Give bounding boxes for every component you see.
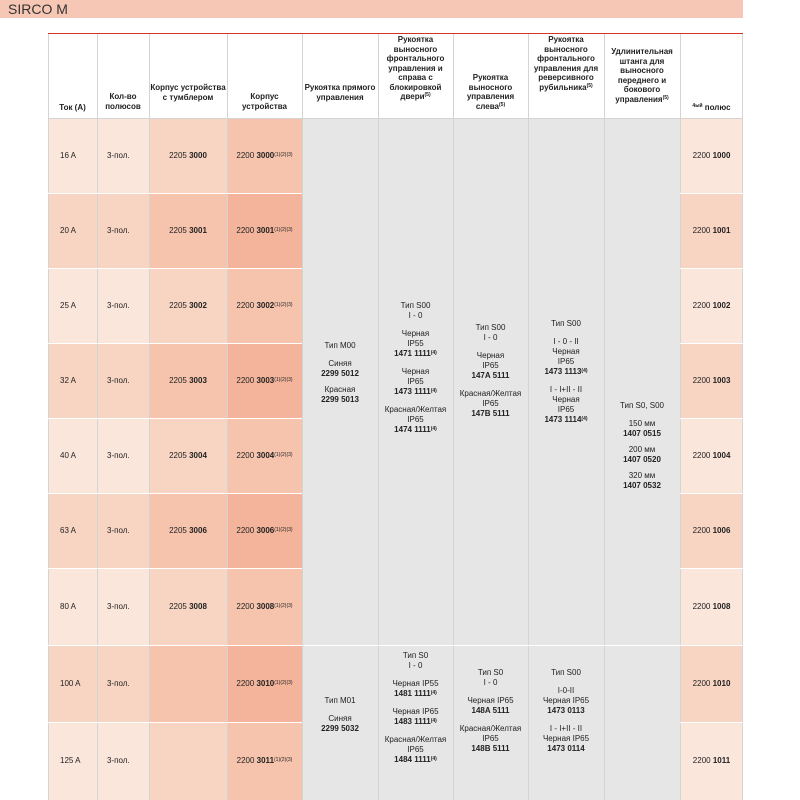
header-fourth-pole-text: полюс bbox=[704, 103, 731, 112]
row-poles: 3-пол. bbox=[107, 602, 130, 611]
handle-color: Красная/Желтая bbox=[384, 405, 447, 414]
row-poles: 3-пол. bbox=[107, 301, 130, 310]
row-current: 80 A bbox=[60, 602, 77, 611]
row-cell-bg bbox=[149, 722, 227, 800]
handle-type: Тип S0 bbox=[402, 651, 429, 660]
header-note: (5) bbox=[586, 82, 593, 89]
code-suffix: 1111 bbox=[414, 717, 431, 726]
shaft-options bbox=[604, 401, 680, 491]
code-prefix: 2205 bbox=[169, 226, 190, 235]
left-handle-top bbox=[453, 323, 528, 419]
row-body-code bbox=[227, 602, 302, 612]
header-poles: Кол-во полюсов bbox=[105, 92, 141, 111]
code-suffix: 3002 bbox=[189, 301, 207, 310]
code-prefix: 2200 bbox=[236, 301, 257, 310]
shaft-code: 1407 0532 bbox=[623, 481, 661, 490]
spacer bbox=[453, 343, 528, 351]
row-divider bbox=[680, 493, 743, 494]
code-suffix: 3006 bbox=[256, 526, 275, 535]
product-table bbox=[48, 33, 743, 800]
row-poles: 3-пол. bbox=[107, 226, 130, 235]
row-body-switch-code bbox=[149, 451, 227, 461]
code-note: (4) bbox=[430, 718, 437, 724]
code-prefix: 148B bbox=[471, 744, 491, 753]
row-body-switch-code bbox=[149, 151, 227, 161]
row-poles: 3-пол. bbox=[107, 376, 130, 385]
spacer bbox=[604, 411, 680, 419]
spacer bbox=[302, 706, 378, 714]
code-suffix: 3001 bbox=[189, 226, 207, 235]
code-note: (1)(2)(3) bbox=[274, 227, 293, 233]
code-suffix: 3003 bbox=[189, 376, 207, 385]
spacer bbox=[453, 716, 528, 724]
handle-positions: I - I+II - II bbox=[549, 724, 583, 733]
handle-positions: I - 0 - II bbox=[553, 337, 579, 346]
code-prefix: 2200 bbox=[236, 451, 257, 460]
row-poles: 3-пол. bbox=[107, 679, 130, 688]
code-suffix: 5111 bbox=[492, 371, 510, 380]
code-note: (4) bbox=[430, 350, 437, 356]
handle-code bbox=[378, 425, 453, 435]
row-divider bbox=[680, 193, 743, 194]
handle-ip: IP65 bbox=[482, 361, 499, 370]
spacer bbox=[453, 688, 528, 696]
code-suffix: 5111 bbox=[492, 744, 510, 753]
handle-type: Тип M01 bbox=[324, 696, 356, 705]
code-note: (1)(2)(3) bbox=[274, 377, 293, 383]
row-divider bbox=[48, 645, 302, 646]
shaft-code: 1407 0520 bbox=[623, 455, 661, 464]
handle-color: Черная bbox=[476, 351, 505, 360]
spacer bbox=[528, 716, 604, 724]
row-body-code bbox=[227, 451, 302, 461]
handle-code bbox=[528, 415, 604, 425]
row-body-code bbox=[227, 151, 302, 161]
row-body-switch-code bbox=[149, 226, 227, 236]
code-suffix: 3004 bbox=[189, 451, 207, 460]
code-prefix: 2205 bbox=[169, 602, 190, 611]
row-body-code bbox=[227, 376, 302, 386]
header-shaft bbox=[604, 47, 680, 104]
code-prefix: 2205 bbox=[169, 451, 190, 460]
handle-color: Черная IP65 bbox=[542, 696, 590, 705]
code-note: (4) bbox=[581, 416, 588, 422]
header-shaft-text: Удлинительная штанга для выносного переднего и бокового управления bbox=[611, 47, 673, 104]
table-top-rule bbox=[48, 33, 743, 34]
row-body-code bbox=[227, 301, 302, 311]
code-prefix: 147B bbox=[471, 409, 491, 418]
row-body-code bbox=[227, 679, 302, 689]
handle-code bbox=[378, 349, 453, 359]
shaft-type: Тип S0, S00 bbox=[619, 401, 665, 410]
direct-handle-top bbox=[302, 341, 378, 405]
header-ext-front-right-text: Рукоятка выносного фронтального управления и справа с блокировкой двери bbox=[386, 35, 445, 101]
handle-positions: I - I+II - II bbox=[549, 385, 583, 394]
code-suffix: 1113 bbox=[564, 367, 582, 376]
header-ext-reverse bbox=[528, 35, 604, 92]
shaft-length: 320 мм bbox=[628, 471, 656, 480]
code-suffix: 3010 bbox=[256, 679, 275, 688]
code-note: (4) bbox=[581, 368, 588, 374]
row-current: 63 A bbox=[60, 526, 77, 535]
handle-color: Красная bbox=[324, 385, 356, 394]
row-body-code bbox=[227, 226, 302, 236]
code-prefix: 2200 bbox=[236, 151, 257, 160]
code-prefix: 1473 bbox=[547, 706, 566, 715]
handle-code bbox=[528, 744, 604, 754]
header-rule bbox=[48, 118, 743, 119]
code-suffix: 3004 bbox=[256, 451, 275, 460]
code-suffix: 1111 bbox=[414, 755, 431, 764]
handle-color: Черная bbox=[401, 329, 430, 338]
code-suffix: 1003 bbox=[712, 376, 731, 385]
handle-code bbox=[378, 717, 453, 727]
row-divider bbox=[48, 493, 302, 494]
header-fourth-pole bbox=[680, 103, 743, 113]
handle-color: Черная IP65 bbox=[467, 696, 514, 705]
row-divider bbox=[48, 343, 302, 344]
row-divider bbox=[48, 568, 302, 569]
row-poles: 3-пол. bbox=[107, 526, 130, 535]
handle-code bbox=[378, 755, 453, 765]
code-prefix: 2205 bbox=[169, 301, 190, 310]
row-divider bbox=[680, 645, 743, 646]
front-handle-top bbox=[378, 301, 453, 435]
code-suffix: 3001 bbox=[256, 226, 275, 235]
code-note: (1)(2)(3) bbox=[274, 302, 293, 308]
code-suffix: 1111 bbox=[414, 349, 431, 358]
spacer bbox=[528, 377, 604, 385]
code-suffix: 1002 bbox=[712, 301, 731, 310]
header-direct-handle: Рукоятка прямого управления bbox=[304, 83, 376, 102]
handle-code bbox=[528, 367, 604, 377]
row-fourth-pole-code bbox=[680, 151, 743, 161]
row-fourth-pole-code bbox=[680, 756, 743, 766]
code-suffix: 3003 bbox=[256, 376, 275, 385]
row-current: 100 A bbox=[60, 679, 81, 688]
row-fourth-pole-code bbox=[680, 301, 743, 311]
row-divider bbox=[48, 268, 302, 269]
handle-ip: IP65 bbox=[407, 745, 424, 754]
row-body-code bbox=[227, 526, 302, 536]
row-fourth-pole-code bbox=[680, 679, 743, 689]
header-ext-reverse-text: Рукоятка выносного фронтального управления для реверсивного рубильника bbox=[533, 35, 599, 92]
handle-code bbox=[453, 706, 528, 716]
handle-positions: I - 0 bbox=[408, 661, 423, 670]
code-suffix: 1006 bbox=[712, 526, 731, 535]
code-suffix: 5111 bbox=[492, 706, 510, 715]
row-divider bbox=[680, 568, 743, 569]
row-body-switch-code bbox=[149, 376, 227, 386]
grid-line bbox=[97, 33, 98, 800]
header-ext-left-text: Рукоятка выносного управления слева bbox=[466, 73, 515, 111]
header-ext-front-right bbox=[378, 35, 453, 102]
row-fourth-pole-code bbox=[680, 526, 743, 536]
code-suffix: 1010 bbox=[712, 679, 731, 688]
handle-color: Синяя bbox=[328, 714, 352, 723]
code-suffix: 3006 bbox=[189, 526, 207, 535]
spacer bbox=[378, 359, 453, 367]
handle-type: Тип S0 bbox=[477, 668, 504, 677]
code-prefix: 2200 bbox=[236, 526, 257, 535]
handle-color: Черная IP55 bbox=[392, 679, 439, 688]
handle-color: Черная bbox=[401, 367, 430, 376]
handle-color: Красная/Желтая bbox=[384, 735, 447, 744]
handle-positions: I-0-II bbox=[557, 686, 575, 695]
code-prefix: 2200 bbox=[236, 226, 257, 235]
code-prefix: 1484 bbox=[394, 755, 412, 764]
spacer bbox=[302, 351, 378, 359]
handle-type: Тип M00 bbox=[324, 341, 356, 350]
code-note: (1)(2)(3) bbox=[274, 452, 293, 458]
code-prefix: 2200 bbox=[236, 756, 257, 765]
header-ext-left bbox=[453, 73, 528, 111]
code-prefix: 2205 bbox=[169, 151, 190, 160]
code-note: (4) bbox=[430, 756, 437, 762]
handle-positions: I - 0 bbox=[483, 678, 498, 687]
handle-code: 2299 5032 bbox=[321, 724, 359, 733]
code-prefix: 1473 bbox=[544, 367, 563, 376]
spacer bbox=[378, 727, 453, 735]
handle-ip: IP65 bbox=[482, 734, 499, 743]
code-prefix: 1473 bbox=[544, 415, 563, 424]
handle-code bbox=[453, 409, 528, 419]
code-prefix: 148A bbox=[471, 706, 491, 715]
reverse-handle-bottom bbox=[528, 668, 604, 754]
page-title: SIRCO M bbox=[8, 1, 68, 17]
code-prefix: 2200 bbox=[236, 376, 257, 385]
code-suffix: 3000 bbox=[189, 151, 207, 160]
handle-ip: IP65 bbox=[407, 377, 424, 386]
code-prefix: 2205 bbox=[169, 526, 190, 535]
code-prefix: 2200 bbox=[692, 756, 713, 765]
spacer bbox=[528, 678, 604, 686]
code-suffix: 3008 bbox=[189, 602, 207, 611]
row-divider bbox=[680, 722, 743, 723]
code-note: (1)(2)(3) bbox=[274, 680, 293, 686]
code-prefix: 1473 bbox=[547, 744, 566, 753]
row-poles: 3-пол. bbox=[107, 756, 130, 765]
code-suffix: 1111 bbox=[414, 689, 431, 698]
code-suffix: 1008 bbox=[712, 602, 731, 611]
handle-positions: I - 0 bbox=[408, 311, 423, 320]
handle-type: Тип S00 bbox=[551, 668, 581, 677]
code-suffix: 3011 bbox=[256, 756, 275, 765]
handle-color: Красная/Желтая bbox=[459, 389, 522, 398]
code-suffix: 1001 bbox=[712, 226, 731, 235]
handle-code bbox=[528, 706, 604, 716]
code-note: (1)(2)(3) bbox=[274, 527, 293, 533]
code-note: (4) bbox=[430, 426, 437, 432]
code-prefix: 1471 bbox=[394, 349, 412, 358]
row-current: 32 A bbox=[60, 376, 77, 385]
row-fourth-pole-code bbox=[680, 376, 743, 386]
row-body-switch-code bbox=[149, 602, 227, 612]
spacer bbox=[453, 381, 528, 389]
header-current: Ток (A) bbox=[59, 103, 86, 112]
row-body-code bbox=[227, 756, 302, 766]
header-fourth-pole-sup: 4ый bbox=[692, 103, 703, 109]
code-suffix: 0113 bbox=[567, 706, 585, 715]
handle-color: Черная IP65 bbox=[392, 707, 439, 716]
code-note: (4) bbox=[430, 690, 437, 696]
code-prefix: 1474 bbox=[394, 425, 412, 434]
shaft-length: 200 мм bbox=[628, 445, 656, 454]
shaft-code: 1407 0515 bbox=[623, 429, 661, 438]
reverse-handle-top bbox=[528, 319, 604, 425]
header-note: (5) bbox=[499, 101, 506, 108]
row-current: 20 A bbox=[60, 226, 77, 235]
group-divider bbox=[302, 645, 680, 646]
code-prefix: 2200 bbox=[692, 526, 713, 535]
code-prefix: 2200 bbox=[692, 226, 713, 235]
code-prefix: 2205 bbox=[169, 376, 190, 385]
handle-color: Красная/Желтая bbox=[459, 724, 522, 733]
handle-color: Черная bbox=[552, 347, 580, 356]
handle-code: 2299 5012 bbox=[321, 369, 359, 378]
row-divider bbox=[48, 418, 302, 419]
handle-ip: IP65 bbox=[482, 399, 499, 408]
row-divider bbox=[680, 343, 743, 344]
spacer bbox=[378, 397, 453, 405]
code-note: (4) bbox=[430, 388, 437, 394]
header-body: Корпус устройства bbox=[242, 92, 287, 111]
row-current: 16 A bbox=[60, 151, 77, 160]
code-suffix: 1000 bbox=[712, 151, 731, 160]
front-handle-bottom bbox=[378, 651, 453, 765]
code-suffix: 5111 bbox=[492, 409, 510, 418]
row-poles: 3-пол. bbox=[107, 451, 130, 460]
handle-code bbox=[453, 744, 528, 754]
handle-positions: I - 0 bbox=[483, 333, 498, 342]
code-prefix: 2200 bbox=[236, 679, 257, 688]
shaft-length: 150 мм bbox=[628, 419, 656, 428]
left-handle-bottom bbox=[453, 668, 528, 754]
code-prefix: 2200 bbox=[692, 151, 713, 160]
code-prefix: 2200 bbox=[692, 602, 713, 611]
row-fourth-pole-code bbox=[680, 226, 743, 236]
code-prefix: 2200 bbox=[692, 679, 713, 688]
code-suffix: 1004 bbox=[712, 451, 731, 460]
code-suffix: 3000 bbox=[256, 151, 275, 160]
handle-color: Синяя bbox=[328, 359, 352, 368]
code-prefix: 1483 bbox=[394, 717, 412, 726]
header-note: (5) bbox=[424, 92, 431, 98]
spacer bbox=[528, 329, 604, 337]
row-current: 125 A bbox=[60, 756, 81, 765]
header-note: (5) bbox=[662, 94, 669, 101]
handle-code bbox=[378, 387, 453, 397]
title-bar bbox=[0, 0, 743, 18]
row-poles: 3-пол. bbox=[107, 151, 130, 160]
handle-ip: IP65 bbox=[557, 357, 575, 366]
grid-line bbox=[48, 33, 49, 800]
code-suffix: 1011 bbox=[712, 756, 731, 765]
code-suffix: 3002 bbox=[256, 301, 275, 310]
row-divider bbox=[680, 268, 743, 269]
spacer bbox=[378, 699, 453, 707]
code-prefix: 1473 bbox=[394, 387, 412, 396]
grid-line bbox=[149, 33, 150, 800]
handle-code: 2299 5013 bbox=[321, 395, 359, 404]
handle-type: Тип S00 bbox=[400, 301, 431, 310]
grid-line bbox=[302, 33, 303, 800]
row-fourth-pole-code bbox=[680, 451, 743, 461]
handle-ip: IP65 bbox=[407, 415, 424, 424]
row-cell-bg bbox=[149, 645, 227, 722]
code-prefix: 1481 bbox=[394, 689, 412, 698]
row-body-switch-code bbox=[149, 301, 227, 311]
spacer bbox=[378, 671, 453, 679]
code-suffix: 3008 bbox=[256, 602, 275, 611]
handle-type: Тип S00 bbox=[551, 319, 581, 328]
handle-type: Тип S00 bbox=[475, 323, 506, 332]
direct-handle-bottom bbox=[302, 696, 378, 734]
code-suffix: 1111 bbox=[414, 425, 431, 434]
handle-color: Черная IP65 bbox=[542, 734, 590, 743]
code-suffix: 1111 bbox=[414, 387, 431, 396]
row-body-switch-code bbox=[149, 526, 227, 536]
handle-ip: IP55 bbox=[407, 339, 424, 348]
row-divider bbox=[48, 193, 302, 194]
code-note: (1)(2)(3) bbox=[274, 152, 293, 158]
code-prefix: 2200 bbox=[692, 451, 713, 460]
code-prefix: 2200 bbox=[692, 376, 713, 385]
handle-ip: IP65 bbox=[557, 405, 575, 414]
row-current: 25 A bbox=[60, 301, 77, 310]
row-current: 40 A bbox=[60, 451, 77, 460]
row-divider bbox=[48, 722, 302, 723]
header-body-switch: Корпус устройства с тумблером bbox=[150, 83, 226, 102]
code-prefix: 2200 bbox=[236, 602, 257, 611]
handle-color: Черная bbox=[552, 395, 580, 404]
code-note: (1)(2)(3) bbox=[274, 757, 293, 763]
code-suffix: 0114 bbox=[567, 744, 585, 753]
row-fourth-pole-code bbox=[680, 602, 743, 612]
code-prefix: 147A bbox=[471, 371, 491, 380]
handle-code bbox=[453, 371, 528, 381]
handle-code bbox=[378, 689, 453, 699]
code-prefix: 2200 bbox=[692, 301, 713, 310]
row-divider bbox=[680, 418, 743, 419]
code-note: (1)(2)(3) bbox=[274, 603, 293, 609]
code-suffix: 1114 bbox=[564, 415, 582, 424]
spacer bbox=[378, 321, 453, 329]
